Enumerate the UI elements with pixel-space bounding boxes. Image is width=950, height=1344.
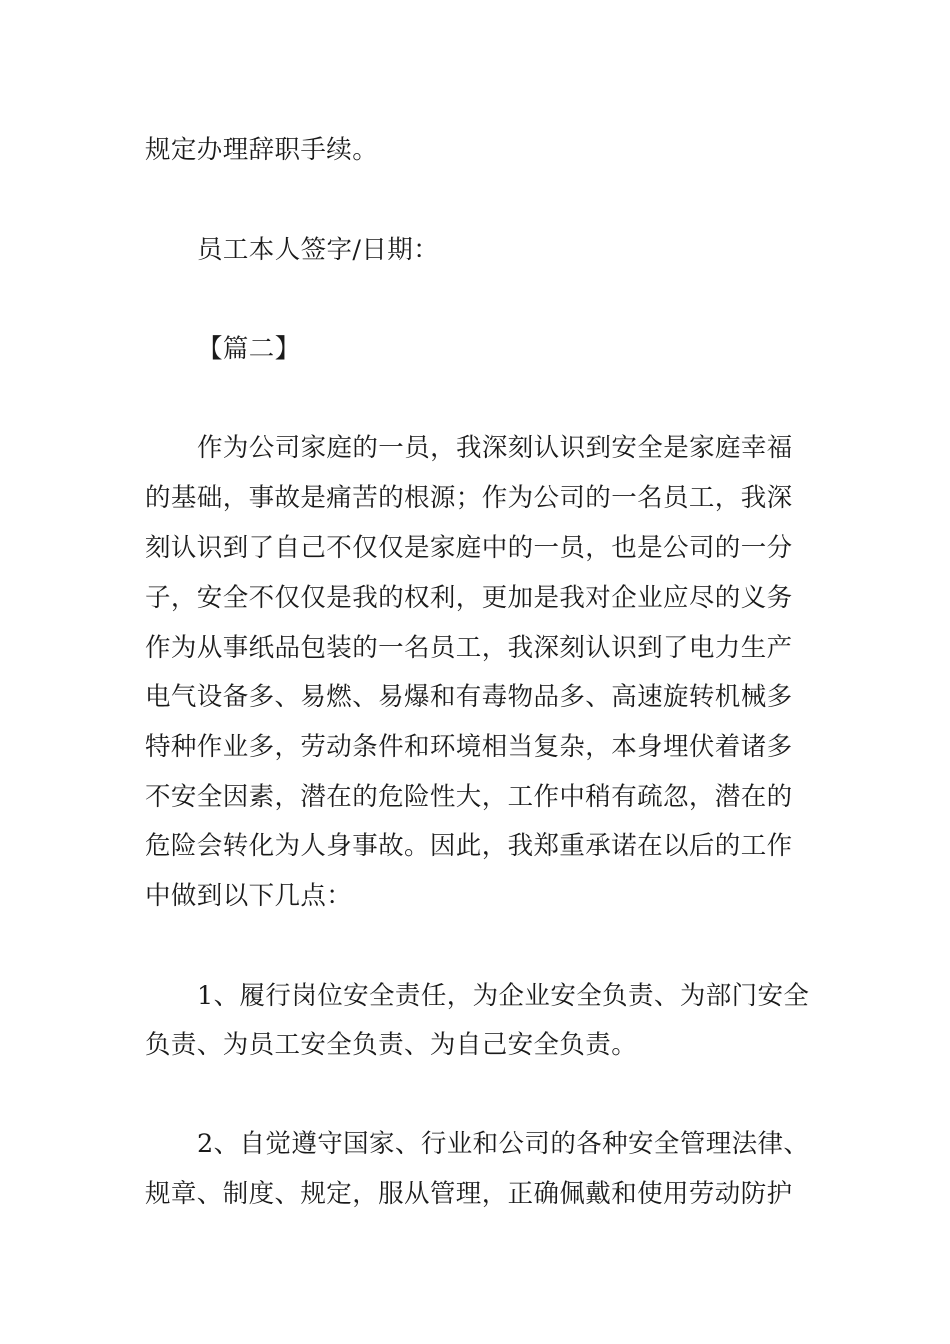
paragraph-line: 特种作业多，劳动条件和环境相当复杂，本身埋伏着诸多: [145, 732, 793, 762]
signature-line: 员工本人签字/日期：: [197, 235, 440, 265]
section-heading: 【篇二】: [197, 334, 301, 364]
paragraph-line: 不安全因素，潜在的危险性大，工作中稍有疏忽，潜在的: [145, 782, 793, 812]
intro-line: 规定办理辞职手续。: [145, 135, 379, 165]
list-item-line: 2、自觉遵守国家、行业和公司的各种安全管理法律、: [197, 1129, 810, 1159]
list-item-line: 1、履行岗位安全责任，为企业安全负责、为部门安全: [197, 981, 810, 1011]
paragraph-line: 危险会转化为人身事故。因此，我郑重承诺在以后的工作: [145, 831, 793, 861]
paragraph-line: 子，安全不仅仅是我的权利，更加是我对企业应尽的义务: [145, 583, 793, 613]
list-item-line: 负责、为员工安全负责、为自己安全负责。: [145, 1030, 638, 1060]
paragraph-line: 作为从事纸品包装的一名员工，我深刻认识到了电力生产: [145, 633, 793, 663]
paragraph-line: 电气设备多、易燃、易爆和有毒物品多、高速旋转机械多: [145, 682, 793, 712]
paragraph-line: 作为公司家庭的一员，我深刻认识到安全是家庭幸福: [197, 433, 793, 463]
list-item-line: 规章、制度、规定，服从管理，正确佩戴和使用劳动防护: [145, 1179, 793, 1209]
paragraph-line: 刻认识到了自己不仅仅是家庭中的一员，也是公司的一分: [145, 533, 793, 563]
paragraph-line: 的基础，事故是痛苦的根源；作为公司的一名员工，我深: [145, 483, 793, 513]
paragraph-line: 中做到以下几点：: [145, 881, 353, 911]
